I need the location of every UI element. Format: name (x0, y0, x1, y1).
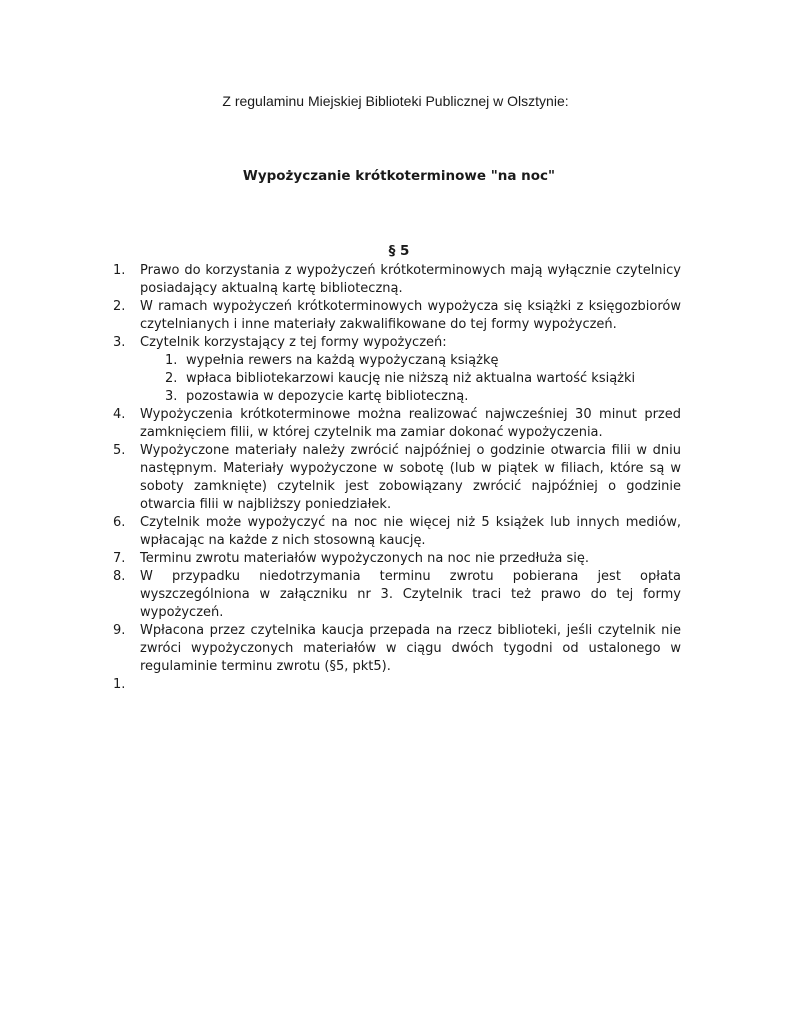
rule-text: Czytelnik może wypożyczyć na noc nie więcej niż 5 książek lub innych mediów, wpłacając na każde z nich stosowną kaucję. (140, 515, 681, 548)
subrule-item (140, 370, 681, 388)
rule-item (113, 550, 681, 568)
rule-number: 8. (113, 569, 126, 584)
rule-number: 4. (113, 407, 126, 422)
subrules-list (140, 352, 681, 406)
rule-number: 1. (113, 263, 126, 278)
subrule-text: pozostawia w depozycie kartę biblioteczną. (186, 389, 469, 404)
rule-item (113, 568, 681, 622)
subrule-text: wypełnia rewers na każdą wypożyczaną książkę (186, 353, 499, 368)
rule-text: Prawo do korzystania z wypożyczeń krótkoterminowych mają wyłącznie czytelnicy posiadający aktualną kartę biblioteczną. (140, 263, 681, 296)
rule-item (113, 442, 681, 514)
subrule-item (140, 352, 681, 370)
rule-text: Czytelnik korzystający z tej formy wypożyczeń: (140, 335, 447, 350)
rule-item (113, 298, 681, 334)
rule-item (113, 514, 681, 550)
rule-number: 2. (113, 299, 126, 314)
rule-number: 6. (113, 515, 126, 530)
rule-text: W przypadku niedotrzymania terminu zwrotu pobierana jest opłata wyszczególniona w załączniku nr 3. Czytelnik traci też prawo do tej formy wypożyczeń. (140, 569, 681, 620)
rule-text: Wypożyczone materiały należy zwrócić najpóźniej o godzinie otwarcia filii w dniu następnym. Materiały wypożyczone w sobotę (lub w piątek w filiach, które są w soboty zamknięte) czytelnik jest zobowiązany zwrócić najpóźniej o godzinie otwarcia filii w najbliższy poniedziałek. (140, 443, 681, 512)
rule-item (113, 262, 681, 298)
rule-number: 9. (113, 623, 126, 638)
section-heading: § 5 (388, 243, 410, 259)
rule-item (113, 622, 681, 676)
document-header: Z regulaminu Miejskiej Biblioteki Publicznej w Olsztynie: (222, 93, 569, 109)
subrule-number: 2. (165, 371, 178, 386)
rule-text: W ramach wypożyczeń krótkoterminowych wypożycza się książki z księgozbiorów czytelnianych i inne materiały zakwalifikowane do tej formy wypożyczeń. (140, 299, 681, 332)
rule-item (113, 334, 681, 406)
document-title: Wypożyczanie krótkoterminowe "na noc" (242, 168, 556, 184)
rule-text: Wypożyczenia krótkoterminowe można realizować najwcześniej 30 minut przed zamknięciem filii, w której czytelnik ma zamiar dokonać wypożyczenia. (140, 407, 681, 440)
subrule-number: 3. (165, 389, 178, 404)
rule-text: Wpłacona przez czytelnika kaucja przepada na rzecz biblioteki, jeśli czytelnik nie zwróci wypożyczonych materiałów w ciągu dwóch tygodni od ustalonego w regulaminie terminu zwrotu (§5, pkt5). (140, 623, 681, 674)
rule-text: Terminu zwrotu materiałów wypożyczonych na noc nie przedłuża się. (140, 551, 589, 566)
rule-item (113, 676, 681, 694)
subrule-number: 1. (165, 353, 178, 368)
rule-number: 7. (113, 551, 126, 566)
rule-number: 5. (113, 443, 126, 458)
rule-number: 1. (113, 677, 126, 692)
rules-list (113, 262, 681, 694)
subrule-item (140, 388, 681, 406)
rule-item (113, 406, 681, 442)
rule-number: 3. (113, 335, 126, 350)
subrule-text: wpłaca bibliotekarzowi kaucję nie niższą niż aktualna wartość książki (186, 371, 636, 386)
